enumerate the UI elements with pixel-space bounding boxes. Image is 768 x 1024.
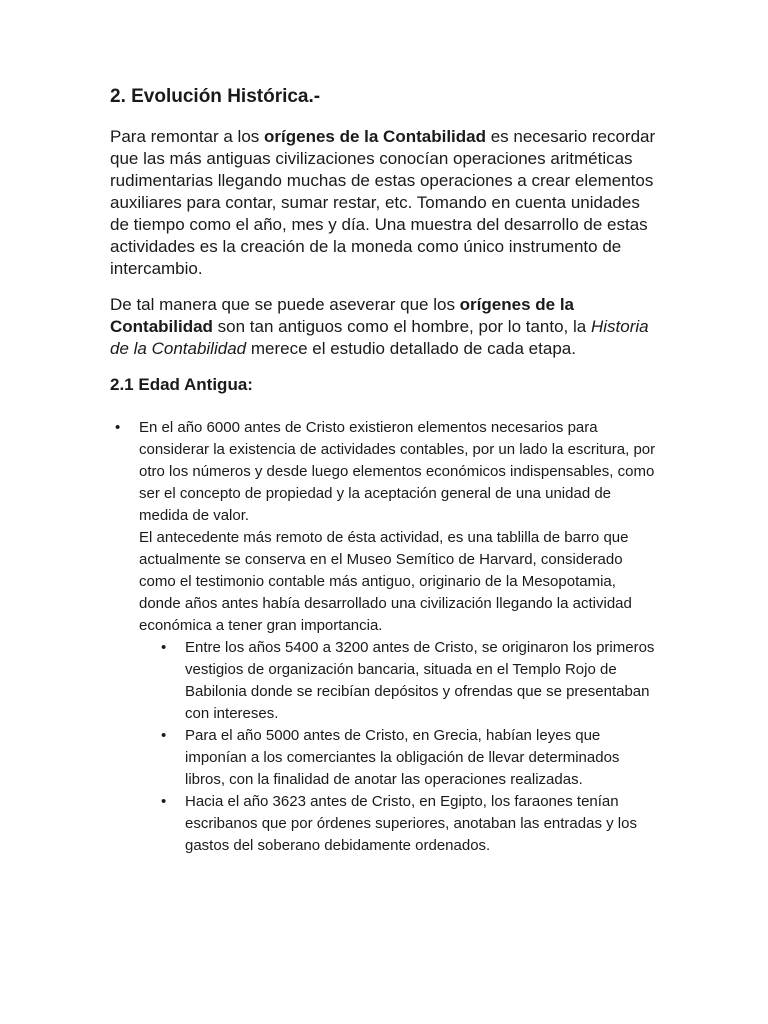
intro-text: De tal manera que se puede aseverar que los — [110, 295, 460, 314]
list-item: • Entre los años 5400 a 3200 antes de Cristo, se originaron los primeros vestigios de organización bancaria, situada en el Templo Rojo de Babilonia donde se recibían depósitos y ofrendas que se presentaban con intereses. — [156, 637, 658, 725]
list-item: • Hacia el año 3623 antes de Cristo, en Egipto, los faraones tenían escribanos que por órdenes superiores, anotaban las entradas y los gastos del soberano debidamente ordenados. — [156, 791, 658, 857]
intro-text: merece el estudio detallado de cada etapa. — [246, 339, 576, 358]
section-title: 2. Evolución Histórica.- — [110, 86, 321, 107]
intro-paragraph-2 — [110, 294, 658, 360]
intro-text: es necesario recordar que las más antiguas civilizaciones conocían operaciones aritméticas rudimentarias llegando muchas de estas operaciones a crear elementos auxiliares para contar, sumar restar, etc. Tomando en cuenta unidades de tiempo como el año, mes y día. Una muestra del desarrollo de estas actividades es la creación de la moneda como único instrumento de intercambio. — [110, 127, 656, 278]
list-item-text: • En el año 6000 antes de Cristo existieron elementos necesarios para considerar la existencia de actividades contables, por un lado la escritura, por otro los números y desde luego elementos económicos indispensables, como ser el concepto de propiedad y la aceptación general de una unidad de medida de valor. — [139, 419, 656, 524]
document-page — [110, 84, 658, 857]
list-item — [110, 417, 658, 857]
subsection-title: 2.1 Edad Antigua: — [110, 375, 253, 394]
intro-text: Para remontar a los — [110, 127, 265, 146]
italic-term: Historia de la Contabilidad — [110, 317, 649, 358]
bold-term: orígenes de la Contabilidad — [264, 127, 486, 146]
bullet-list — [110, 417, 658, 857]
nested-bullet-list — [156, 637, 658, 857]
list-item-text: El antecedente más remoto de ésta actividad, es una tablilla de barro que actualmente se conserva en el Museo Semítico de Harvard, considerado como el testimonio contable más antiguo, originario de la Mesopotamia, donde años antes había desarrollado una civilización llegando la actividad económica a tener gran importancia. — [139, 529, 632, 634]
bold-term: orígenes de la Contabilidad — [110, 295, 574, 336]
intro-text: son tan antiguos como el hombre, por lo tanto, la — [212, 317, 591, 336]
list-item: • Para el año 5000 antes de Cristo, en Grecia, habían leyes que imponían a los comerciantes la obligación de llevar determinados libros, con la finalidad de anotar las operaciones realizadas. — [156, 725, 658, 791]
intro-paragraph-1 — [110, 126, 658, 280]
